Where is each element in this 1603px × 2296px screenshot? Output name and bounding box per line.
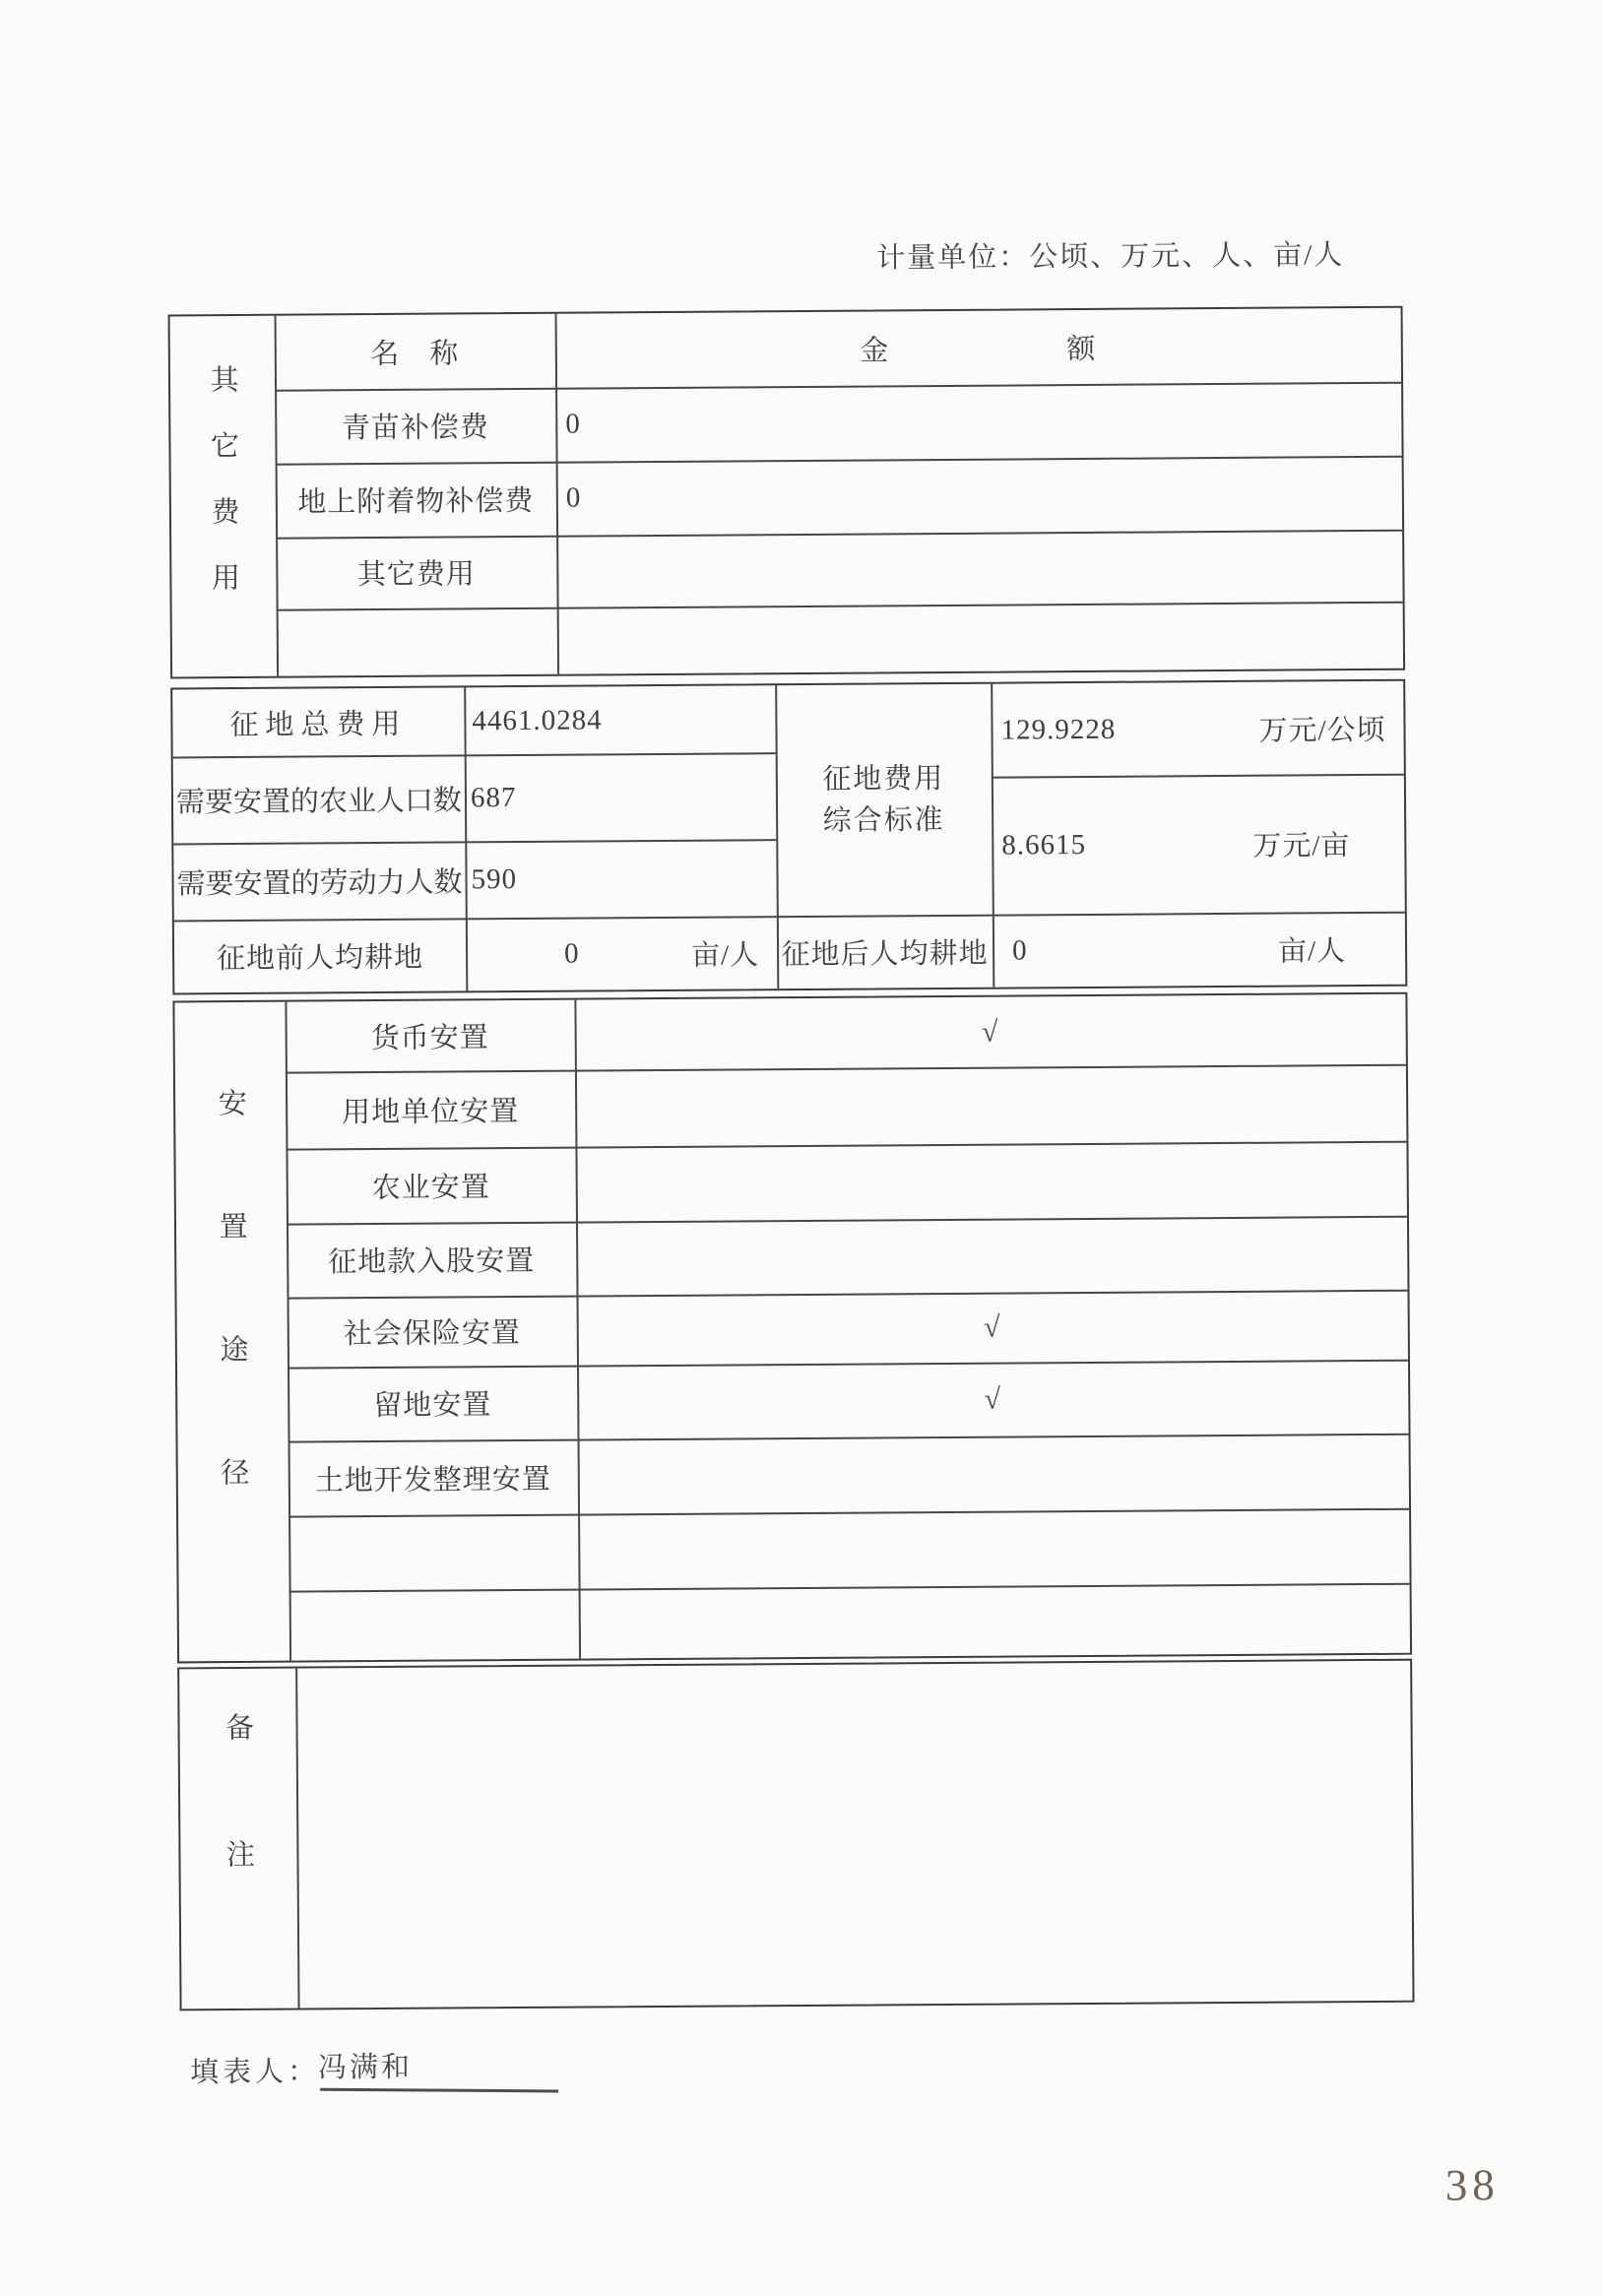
composite-unit-hectare: 万元/公顷: [1258, 714, 1386, 747]
resettlement-row-checkmark: √: [983, 1310, 1001, 1344]
column-header-amount: 金 额: [860, 333, 1097, 367]
resettlement-row-checkmark: [578, 1508, 1410, 1589]
form-filler-name: 冯满和: [317, 2051, 414, 2084]
fee-row-amount: 0: [565, 481, 582, 514]
fee-row-label: 其它费用: [356, 558, 476, 592]
post-expropriation-farmland-label: 征地后人均耕地: [781, 937, 989, 971]
pre-expropriation-farmland-value: 0: [563, 937, 580, 970]
resettlement-table: [172, 992, 1412, 1664]
pre-expropriation-farmland-unit: 亩/人: [690, 938, 760, 972]
fee-row-label: 青苗补偿费: [341, 412, 489, 445]
labor-count-label: 需要安置的劳动力人数: [176, 865, 463, 900]
post-expropriation-farmland-value: 0: [1011, 933, 1028, 967]
resettlement-row-label: [289, 1514, 579, 1591]
composite-value-mu: 8.6615: [1001, 828, 1087, 861]
resettlement-row-label: 征地款入股安置: [328, 1244, 536, 1279]
resettlement-row-label: 留地安置: [373, 1389, 492, 1423]
composite-unit-mu: 万元/亩: [1252, 829, 1351, 862]
agri-population-value: 687: [470, 781, 517, 813]
resettlement-row-checkmark: √: [984, 1382, 1002, 1416]
signature-underline: [320, 2088, 558, 2093]
resettlement-row-checkmark: [578, 1434, 1410, 1514]
other-fees-table: [168, 306, 1406, 679]
summary-table: [170, 679, 1407, 995]
resettlement-row-label: 土地开发整理安置: [314, 1463, 551, 1497]
resettlement-row-checkmark: [575, 1141, 1407, 1222]
resettlement-row-checkmark: [576, 1216, 1408, 1296]
other-fees-side-label: 其它费用: [206, 363, 240, 629]
resettlement-row-checkmark: [579, 1583, 1410, 1659]
labor-count-value: 590: [471, 862, 518, 895]
page-number: 38: [1444, 2160, 1501, 2210]
form-filler-label: 填表人：: [189, 2056, 321, 2089]
remark-content: [295, 1661, 1412, 2009]
fee-row-amount: [557, 602, 1403, 674]
resettlement-row-checkmark: √: [981, 1015, 999, 1049]
remark-side-label: 备注: [221, 1711, 255, 1966]
resettlement-row-label: 货币安置: [370, 1022, 489, 1055]
resettlement-row-label: 用地单位安置: [342, 1095, 520, 1128]
resettlement-row-label: [289, 1589, 579, 1661]
resettlement-side-label: 安置途径: [214, 1087, 250, 1580]
resettlement-row-checkmark: [575, 1064, 1407, 1147]
total-cost-label: 征地总费用: [229, 708, 408, 741]
composite-standard-label-line2: 综合标准: [822, 803, 945, 837]
unit-note: 计量单位：公顷、万元、人、亩/人: [876, 239, 1345, 275]
fee-row-label: 地上附着物补偿费: [297, 484, 535, 519]
column-header-name: 名 称: [370, 338, 460, 371]
fee-row-label: [277, 607, 557, 676]
agri-population-label: 需要安置的农业人口数: [175, 784, 463, 818]
resettlement-row-label: 社会保险安置: [343, 1316, 521, 1351]
resettlement-row-label: 农业安置: [371, 1171, 490, 1204]
fee-row-amount: 0: [565, 408, 581, 440]
composite-standard-label-line1: 征地费用: [822, 762, 945, 796]
composite-value-hectare: 129.9228: [1000, 713, 1117, 746]
remark-box: [177, 1659, 1414, 2011]
fee-row-amount: [556, 530, 1402, 607]
post-expropriation-farmland-unit: 亩/人: [1277, 934, 1347, 968]
total-cost-value: 4461.0284: [472, 703, 603, 736]
pre-expropriation-farmland-label: 征地前人均耕地: [216, 941, 424, 975]
